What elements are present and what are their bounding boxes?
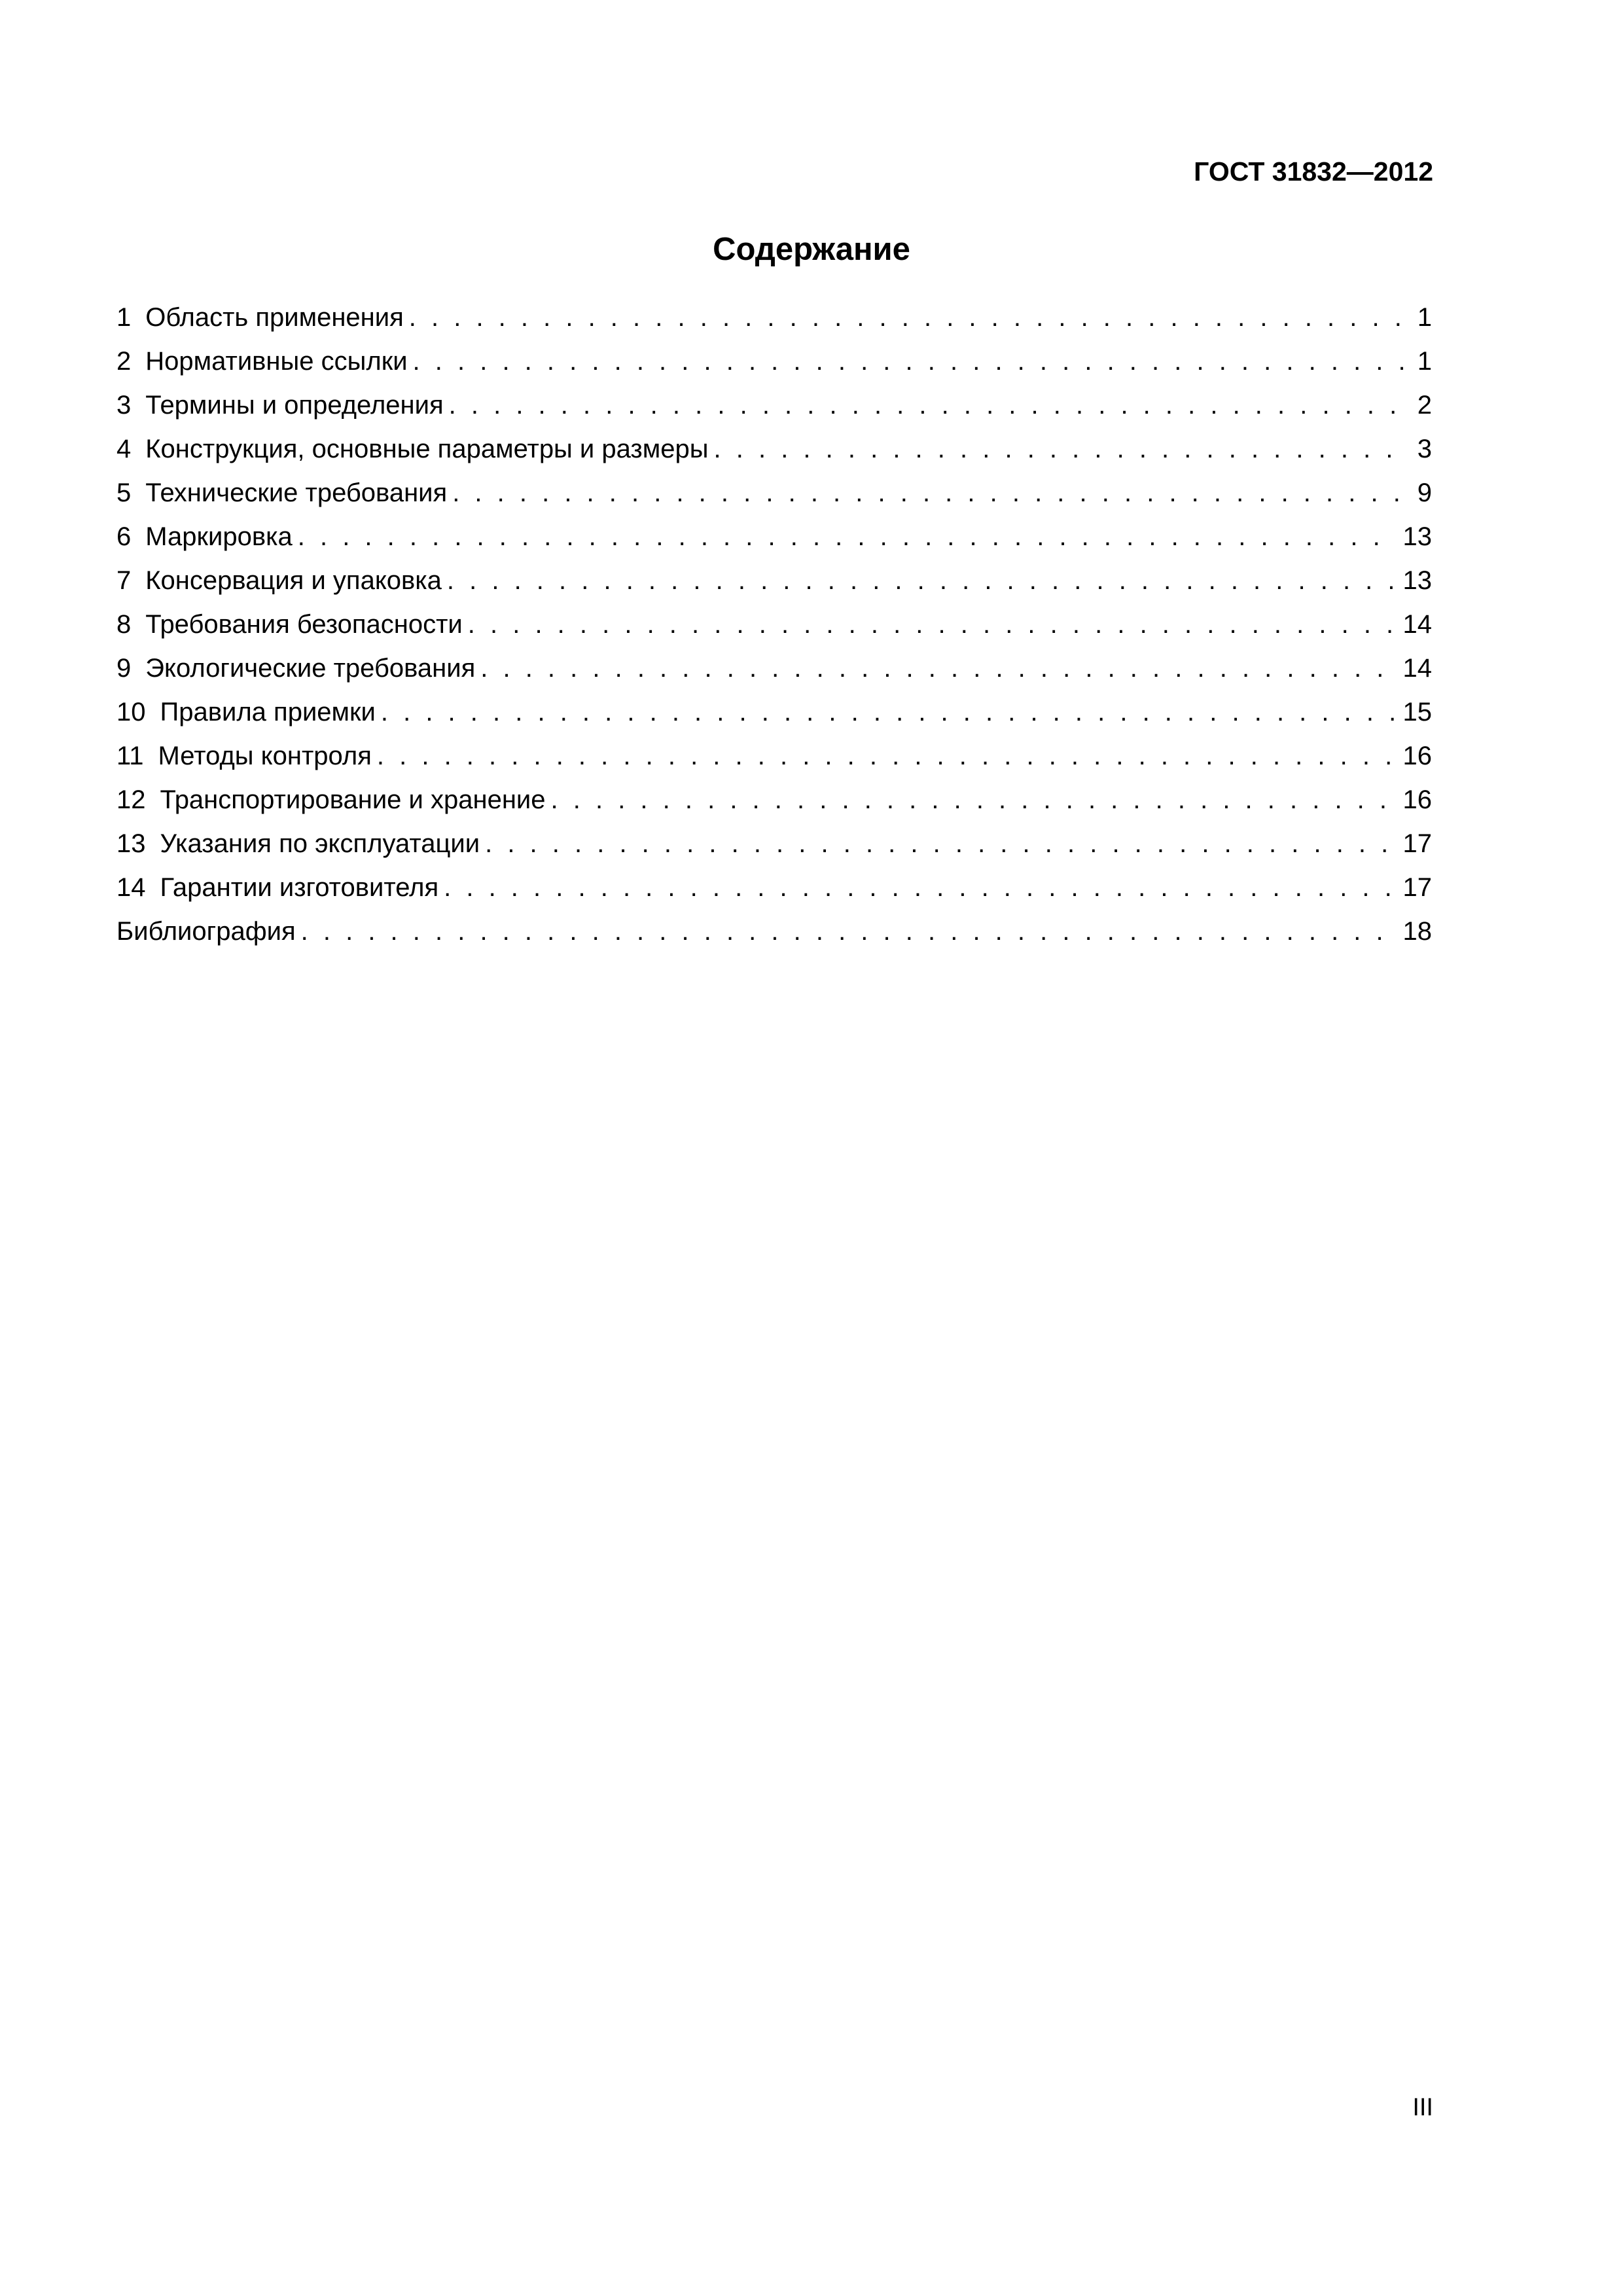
toc-entry-label: Библиография	[116, 917, 296, 946]
toc-entry-number: 5	[116, 478, 132, 507]
toc-entry-number: 4	[116, 435, 132, 463]
toc-dot-leader	[714, 427, 1408, 471]
toc-entry-page: 17	[1402, 829, 1432, 858]
toc-entry-number: 2	[116, 347, 132, 376]
toc-entry-label: Методы контроля	[158, 742, 372, 770]
toc-entry[interactable]	[116, 384, 1432, 427]
toc-entry-page: 18	[1402, 917, 1432, 946]
toc-entry-label: Технические требования	[145, 478, 448, 507]
toc-entry-label: Нормативные ссылки	[145, 347, 408, 376]
toc-dot-leader	[551, 778, 1394, 822]
toc-dot-leader	[298, 515, 1394, 559]
toc-entry-label: Термины и определения	[145, 391, 444, 420]
toc-entry-label: Требования безопасности	[145, 610, 463, 639]
toc-entry-bibliography[interactable]	[116, 910, 1432, 954]
toc-dot-leader	[480, 647, 1393, 691]
toc-entry-number: 3	[116, 391, 132, 420]
toc-entry-page: 16	[1402, 785, 1432, 814]
toc-entry-page: 1	[1417, 347, 1432, 376]
toc-entry[interactable]	[116, 603, 1432, 647]
toc-entry[interactable]	[116, 778, 1432, 822]
toc-entry-number: 7	[116, 566, 132, 595]
toc-entry-number: 13	[116, 829, 146, 858]
toc-title: Содержание	[713, 232, 910, 267]
toc-entry-page: 14	[1402, 654, 1432, 683]
toc-entry-page: 17	[1402, 873, 1432, 902]
toc-dot-leader	[468, 603, 1394, 647]
toc-dot-leader	[449, 384, 1408, 427]
toc-entry-label: Консервация и упаковка	[145, 566, 442, 595]
toc-dot-leader	[409, 296, 1408, 340]
toc-entry[interactable]	[116, 340, 1432, 384]
toc-entry-number: 11	[116, 742, 144, 770]
toc-entry[interactable]	[116, 866, 1432, 910]
toc-entry-label: Указания по эксплуатации	[160, 829, 480, 858]
toc-dot-leader	[447, 559, 1394, 603]
toc-dot-leader	[381, 691, 1394, 734]
toc-dot-leader	[413, 340, 1408, 384]
toc-dot-leader	[377, 734, 1394, 778]
toc-entry-number: 6	[116, 522, 132, 551]
toc-entry-page: 1	[1417, 303, 1432, 332]
toc-entry-label: Правила приемки	[160, 698, 376, 726]
toc-entry-page: 16	[1402, 742, 1432, 770]
toc-entry-page: 2	[1417, 391, 1432, 420]
document-code: ГОСТ 31832—2012	[1194, 156, 1433, 187]
toc-dot-leader	[485, 822, 1393, 866]
toc-entry-label: Область применения	[145, 303, 404, 332]
toc-entry-label: Маркировка	[145, 522, 293, 551]
toc-dot-leader	[444, 866, 1393, 910]
toc-entry-number: 1	[116, 303, 132, 332]
toc-entry[interactable]	[116, 822, 1432, 866]
toc-entry-number: 9	[116, 654, 132, 683]
toc-entry-label: Конструкция, основные параметры и размеры	[145, 435, 709, 463]
table-of-contents	[116, 296, 1432, 954]
toc-entry-page: 13	[1402, 522, 1432, 551]
toc-entry[interactable]	[116, 734, 1432, 778]
toc-entry-label: Гарантии изготовителя	[160, 873, 439, 902]
toc-entry-page: 3	[1417, 435, 1432, 463]
toc-entry[interactable]	[116, 296, 1432, 340]
toc-entry[interactable]	[116, 647, 1432, 691]
toc-entry-page: 9	[1417, 478, 1432, 507]
toc-entry[interactable]	[116, 427, 1432, 471]
toc-entry-label: Транспортирование и хранение	[160, 785, 546, 814]
toc-entry-page: 15	[1402, 698, 1432, 726]
toc-entry-label: Экологические требования	[145, 654, 476, 683]
toc-entry-number: 8	[116, 610, 132, 639]
toc-entry[interactable]	[116, 471, 1432, 515]
toc-dot-leader	[301, 910, 1394, 954]
toc-entry-page: 13	[1402, 566, 1432, 595]
toc-entry-number: 12	[116, 785, 146, 814]
toc-entry-page: 14	[1402, 610, 1432, 639]
toc-entry-number: 14	[116, 873, 146, 902]
toc-entry-number: 10	[116, 698, 146, 726]
toc-dot-leader	[452, 471, 1408, 515]
toc-entry[interactable]	[116, 515, 1432, 559]
toc-entry[interactable]	[116, 559, 1432, 603]
toc-entry[interactable]	[116, 691, 1432, 734]
page-number: III	[1412, 2094, 1433, 2121]
